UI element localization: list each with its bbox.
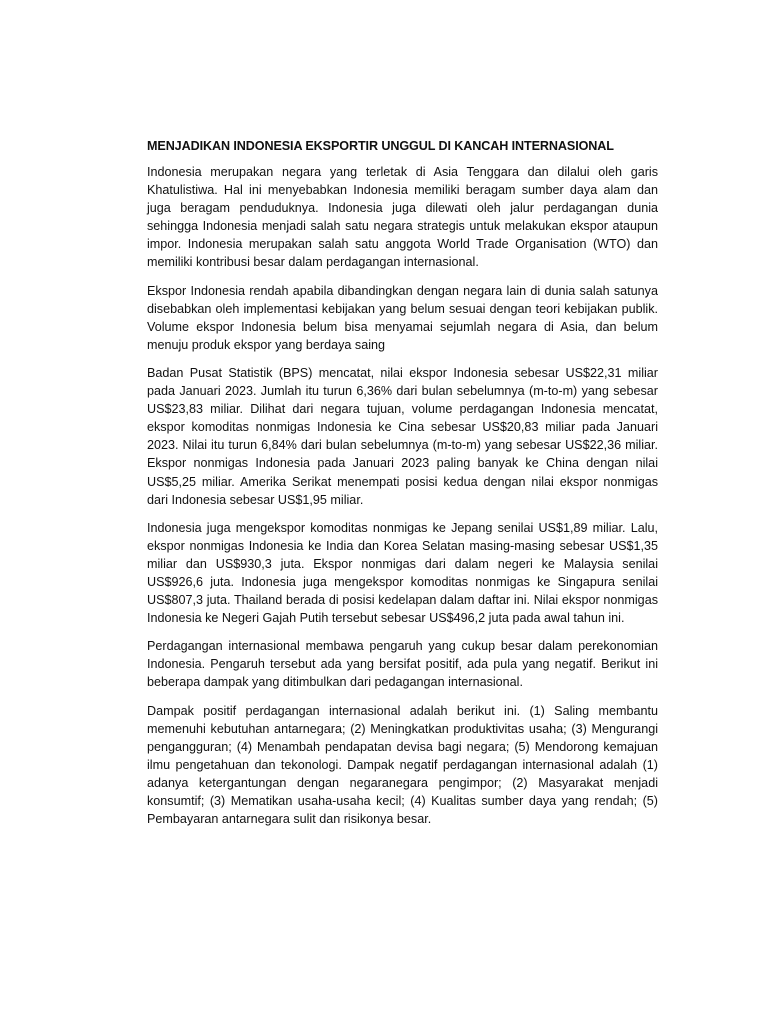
paragraph-3: Badan Pusat Statistik (BPS) mencatat, nilai ekspor Indonesia sebesar US$22,31 miliar pada Januari 2023. Jumlah itu turun 6,36% dari bulan sebelumnya (m-to-m) yang sebesar US$23,83 miliar. Dilihat dari negara tujuan, volume perdagangan Indonesia mencatat, ekspor komoditas nonmigas Indonesia ke Cina sebesar US$20,83 miliar pada Januari 2023. Nilai itu turun 6,84% dari bulan sebelumnya (m-to-m) yang sebesar US$22,36 miliar. Ekspor nonmigas Indonesia pada Januari 2023 paling banyak ke China dengan nilai US$5,25 miliar. Amerika Serikat menempati posisi kedua dengan nilai ekspor nonmigas dari Indonesia sebesar US$1,95 miliar. [147, 365, 658, 507]
paragraph-1: Indonesia merupakan negara yang terletak di Asia Tenggara dan dilalui oleh garis Khatulistiwa. Hal ini menyebabkan Indonesia memiliki beragam sumber daya alam dan juga beragam penduduknya. Indonesia juga dilewati oleh jalur perdagangan dunia sehingga Indonesia menjadi salah satu negara strategis untuk melakukan ekspor ataupun impor. Indonesia merupakan salah satu anggota World Trade Organisation (WTO) dan memiliki kontribusi besar dalam perdagangan internasional. [147, 165, 658, 270]
document-title: MENJADIKAN INDONESIA EKSPORTIR UNGGUL DI KANCAH INTERNASIONAL [147, 139, 614, 153]
document-body [147, 137, 658, 838]
paragraph-4: Indonesia juga mengekspor komoditas nonmigas ke Jepang senilai US$1,89 miliar. Lalu, ekspor nonmigas Indonesia ke India dan Korea Selatan masing-masing sebesar US$1,35 miliar dan US$930,3 juta. Ekspor nonmigas dari dalam negeri ke Malaysia senilai US$926,6 juta. Indonesia juga mengekspor komoditas nonmigas ke Singapura senilai US$807,3 juta. Thailand berada di posisi kedelapan dalam daftar ini. Nilai ekspor nonmigas Indonesia ke Negeri Gajah Putih tersebut sebesar US$496,2 juta pada awal tahun ini. [147, 520, 658, 626]
paragraph-2: Ekspor Indonesia rendah apabila dibandingkan dengan negara lain di dunia salah satunya disebabkan oleh implementasi kebijakan yang belum sesuai dengan teori kebijakan publik. Volume ekspor Indonesia belum bisa menyamai sejumlah negara di Asia, dan belum menuju produk ekspor yang berdaya saing [147, 283, 658, 352]
paragraph-6: Dampak positif perdagangan internasional adalah berikut ini. (1) Saling membantu memenuhi kebutuhan antarnegara; (2) Meningkatkan produktivitas usaha; (3) Mengurangi pengangguran; (4) Menambah pendapatan devisa bagi negara; (5) Mendorong kemajuan ilmu pengetahuan dan tekonologi. Dampak negatif perdagangan internasional adalah (1) adanya ketergantungan dengan negaranegara pengimpor; (2) Masyarakat menjadi konsumtif; (3) Mematikan usaha-usaha kecil; (4) Kualitas sumber daya yang rendah; (5) Pembayaran antarnegara sulit dan risikonya besar. [147, 703, 658, 827]
paragraph-5: Perdagangan internasional membawa pengaruh yang cukup besar dalam perekonomian Indonesia. Pengaruh tersebut ada yang bersifat positif, ada pula yang negatif. Berikut ini beberapa dampak yang ditimbulkan dari pedagangan internasional. [147, 639, 658, 690]
